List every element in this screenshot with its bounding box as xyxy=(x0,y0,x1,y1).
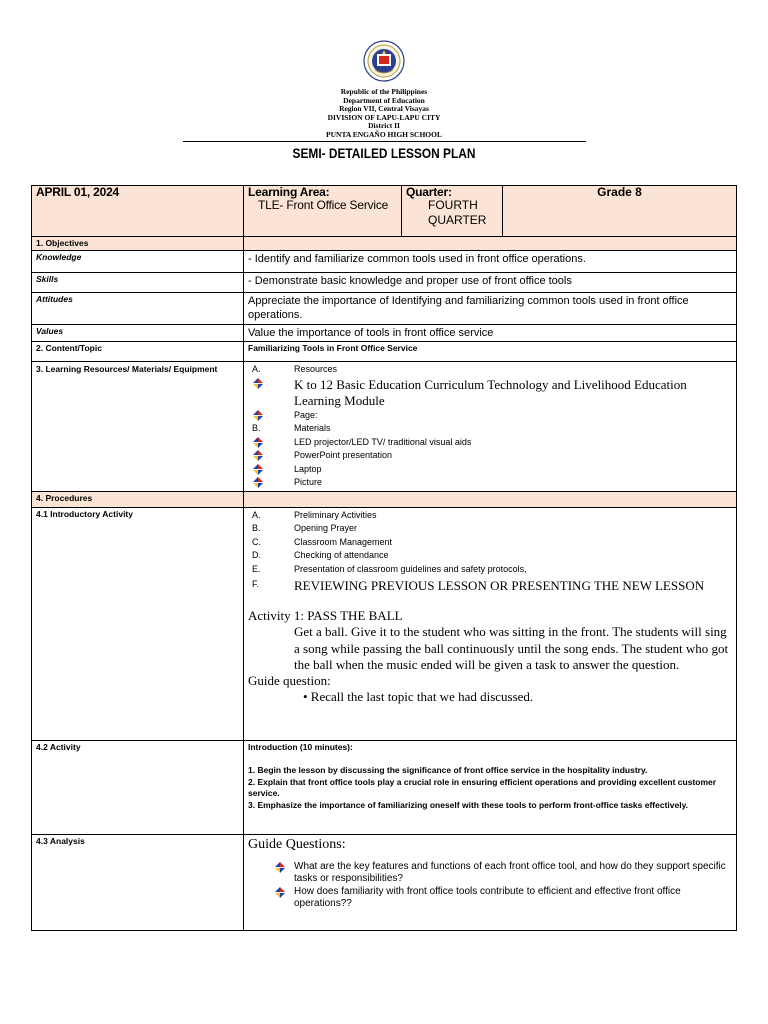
attitudes-value: Appreciate the importance of Identifying and familiarizing common tools used in front office operations. xyxy=(244,293,737,325)
list-item: Laptop xyxy=(248,463,732,477)
list-item: D. Checking of attendance xyxy=(252,550,389,560)
skills-label: Skills xyxy=(32,273,244,293)
lesson-plan-table xyxy=(31,185,737,931)
quarter-cell: Quarter: FOURTH QUARTER xyxy=(402,186,503,237)
content-label: 2. Content/Topic xyxy=(32,342,244,362)
introductory-value xyxy=(244,507,737,740)
procedures-label: 4. Procedures xyxy=(32,491,244,507)
arrow-bullet-icon xyxy=(274,862,286,873)
arrow-bullet-icon xyxy=(252,477,264,488)
arrow-bullet-icon xyxy=(252,378,264,389)
activity-step-2: 2. Explain that front office tools play a crucial role in ensuring efficient operations and providing excellent customer service. xyxy=(248,776,717,798)
header-divider xyxy=(183,141,586,142)
arrow-bullet-icon xyxy=(252,437,264,448)
introductory-label: 4.1 Introductory Activity xyxy=(32,507,244,740)
skills-value: - Demonstrate basic knowledge and proper use of front office tools xyxy=(244,273,737,293)
content-value: Familiarizing Tools in Front Office Service xyxy=(244,342,737,362)
values-label: Values xyxy=(32,325,244,342)
list-item: A. Resources xyxy=(252,364,338,374)
values-value: Value the importance of tools in front office service xyxy=(244,325,737,342)
guide-question-item: • Recall the last topic that we had discussed. xyxy=(303,689,534,705)
grade-cell: Grade 8 xyxy=(503,186,737,237)
resources-row xyxy=(32,362,737,492)
knowledge-value: - Identify and familiarize common tools used in front office operations. xyxy=(244,251,737,273)
list-item: How does familiarity with front office tools contribute to efficient and effective front office operations?? xyxy=(248,886,732,911)
list-item: What are the key features and functions of each front office tool, and how do they support specific tasks or responsibilities? xyxy=(248,861,732,886)
content-row xyxy=(32,342,737,362)
activity-text: Get a ball. Give it to the student who was sitting in the front. The students will sing a song while passing the ball continuously until the song ends. The student who got the ball when the music ended will be given a task to answer the question. xyxy=(294,624,729,672)
page-title: SEMI- DETAILED LESSON PLAN xyxy=(292,145,476,161)
guide-questions-label: Guide Questions: xyxy=(248,836,346,852)
arrow-bullet-icon xyxy=(252,450,264,461)
header-school: PUNTA ENGAÑO HIGH SCHOOL xyxy=(326,129,442,139)
arrow-bullet-icon xyxy=(252,410,264,421)
list-item: LED projector/LED TV/ traditional visual aids xyxy=(248,436,732,450)
list-item: A. Preliminary Activities xyxy=(252,509,377,520)
activity-step-3: 3. Emphasize the importance of familiarizing oneself with these tools to perform front-office tasks effectively. xyxy=(248,799,689,810)
skills-row xyxy=(32,273,737,293)
top-row xyxy=(32,186,737,237)
arrow-bullet-icon xyxy=(252,464,264,475)
list-item: PowerPoint presentation xyxy=(248,449,732,463)
analysis-value xyxy=(244,834,737,930)
activity-label: 4.2 Activity xyxy=(32,740,244,834)
header-division: DIVISION OF LAPU-LAPU CITY xyxy=(327,112,441,122)
knowledge-row xyxy=(32,251,737,273)
header-republic: Republic of the Philippines xyxy=(340,87,428,96)
header-region: Region VII, Central Visayas xyxy=(339,104,429,113)
list-item: Picture xyxy=(248,476,732,490)
attitudes-label: Attitudes xyxy=(32,293,244,325)
list-item: E. Presentation of classroom guidelines and safety protocols, xyxy=(252,563,527,574)
procedures-row xyxy=(32,491,737,507)
list-item: Page: xyxy=(248,409,732,423)
activity-step-1: 1. Begin the lesson by discussing the significance of front office service in the hospitality industry. xyxy=(248,765,648,775)
list-item: C. Classroom Management xyxy=(252,536,393,547)
date-cell: APRIL 01, 2024 xyxy=(32,186,244,237)
analysis-row xyxy=(32,834,737,930)
guide-question-label: Guide question: xyxy=(248,673,331,689)
document-header xyxy=(0,40,768,139)
list-item: K to 12 Basic Education Curriculum Technology and Livelihood Education Learning Module xyxy=(248,377,732,409)
list-item: B. Materials xyxy=(252,423,331,433)
introductory-row xyxy=(32,507,737,740)
learning-area-cell: Learning Area: TLE- Front Office Service xyxy=(244,186,402,237)
intro-heading: Introduction (10 minutes): xyxy=(248,741,353,752)
objectives-row xyxy=(32,237,737,251)
activity-title: Activity 1: PASS THE BALL xyxy=(248,608,403,623)
analysis-label: 4.3 Analysis xyxy=(32,834,244,930)
deped-seal-icon xyxy=(353,40,415,82)
resources-label: 3. Learning Resources/ Materials/ Equipment xyxy=(32,362,244,492)
list-item: B. Opening Prayer xyxy=(252,523,358,533)
activity-row xyxy=(32,740,737,834)
header-district: District II xyxy=(368,121,400,130)
objectives-label: 1. Objectives xyxy=(32,237,244,251)
arrow-bullet-icon xyxy=(274,887,286,898)
knowledge-label: Knowledge xyxy=(32,251,244,273)
list-item: F. REVIEWING PREVIOUS LESSON OR PRESENTING THE NEW LESSON xyxy=(252,578,705,593)
attitudes-row xyxy=(32,293,737,325)
header-department: Department of Education xyxy=(343,95,425,105)
activity-value xyxy=(244,740,737,834)
resources-value xyxy=(244,362,737,492)
values-row xyxy=(32,325,737,342)
